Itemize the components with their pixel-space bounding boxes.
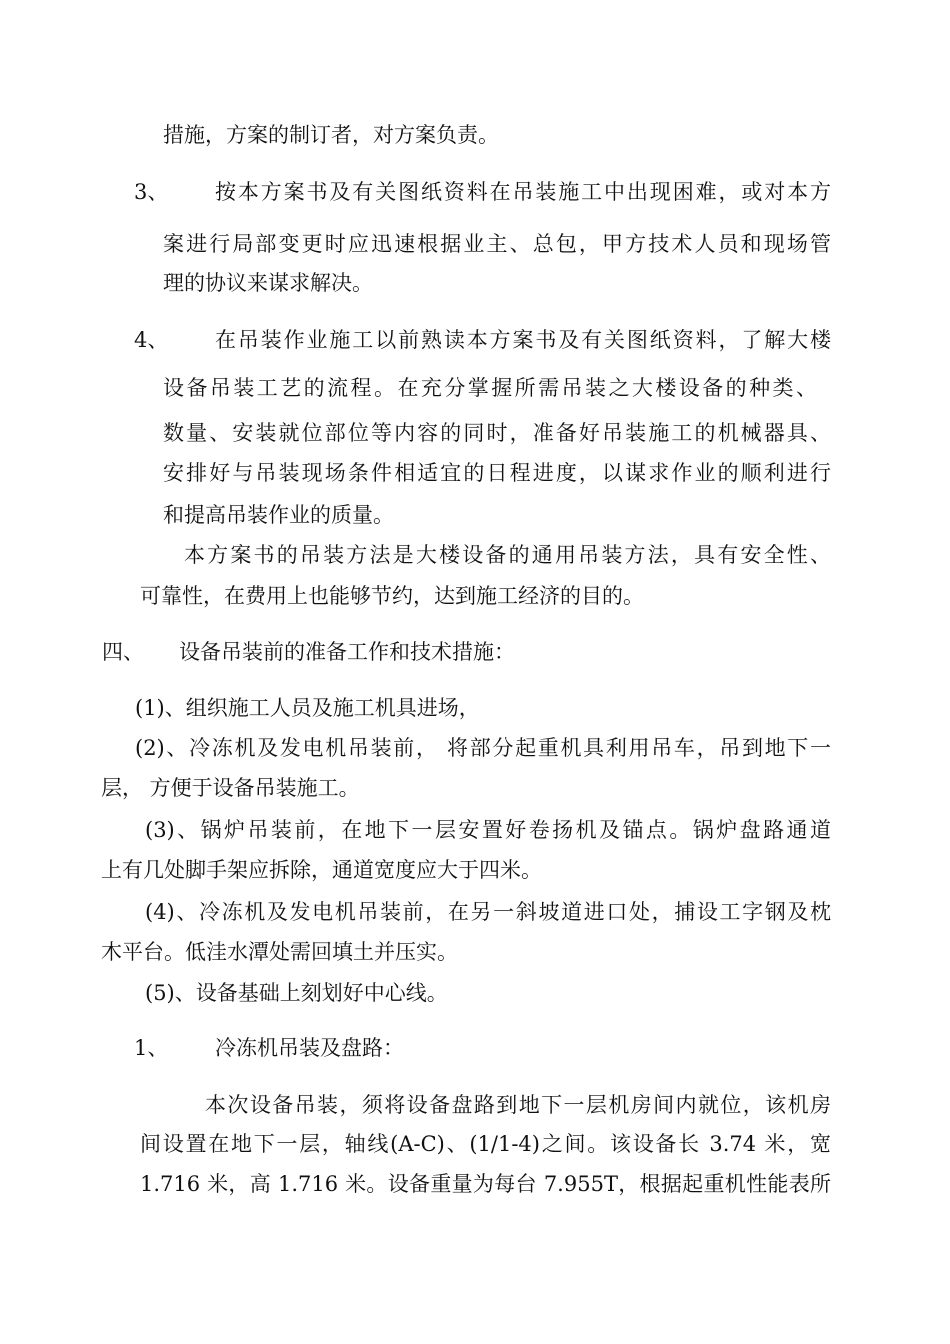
text-line: 安排好与吊装现场条件相适宜的日程进度，以谋求作业的顺利进行 bbox=[163, 461, 831, 485]
text-line: (4)、冷冻机及发电机吊装前，在另一斜坡道进口处，捕设工字钢及枕 bbox=[145, 900, 831, 924]
text-line: 数量、安装就位部位等内容的同时，准备好吊装施工的机械器具、 bbox=[163, 421, 831, 445]
text-line: 可靠性，在费用上也能够节约，达到施工经济的目的。 bbox=[140, 584, 644, 608]
text-line: 措施，方案的制订者，对方案负责。 bbox=[163, 123, 499, 147]
text-line: 1.716 米，高 1.716 米。设备重量为每台 7.955T，根据起重机性能表所 bbox=[140, 1172, 831, 1196]
text-line: 本次设备吊装，须将设备盘路到地下一层机房间内就位，该机房 bbox=[205, 1093, 831, 1117]
text-line: 设备吊装工艺的流程。在充分掌握所需吊装之大楼设备的种类、 bbox=[163, 376, 817, 400]
text-line: 理的协议来谋求解决。 bbox=[163, 271, 373, 295]
section-marker: 四、 bbox=[102, 640, 144, 664]
text-line: 在吊装作业施工以前熟读本方案书及有关图纸资料，了解大楼 bbox=[215, 328, 831, 352]
text-line: (3)、锅炉吊装前，在地下一层安置好卷扬机及锚点。锅炉盘路通道 bbox=[145, 818, 831, 842]
text-line: 案进行局部变更时应迅速根据业主、总包，甲方技术人员和现场管 bbox=[163, 232, 831, 256]
text-line: 按本方案书及有关图纸资料在吊装施工中出现困难，或对本方 bbox=[215, 180, 831, 204]
list-marker-3: 3、 bbox=[134, 180, 169, 204]
text-line: 本方案书的吊装方法是大楼设备的通用吊装方法，具有安全性、 bbox=[184, 543, 831, 567]
text-line: (2)、冷冻机及发电机吊装前， 将部分起重机具利用吊车，吊到地下一 bbox=[135, 736, 831, 760]
text-line: 木平台。低洼水潭处需回填土并压实。 bbox=[101, 940, 458, 964]
text-line: (5)、设备基础上刻划好中心线。 bbox=[145, 981, 448, 1005]
text-line: 和提高吊装作业的质量。 bbox=[163, 503, 394, 527]
list-marker-4: 4、 bbox=[134, 328, 169, 352]
subsection-heading: 冷冻机吊装及盘路： bbox=[215, 1036, 404, 1060]
text-line: 间设置在地下一层，轴线(A-C)、(1/1-4)之间。该设备长 3.74 米，宽 bbox=[140, 1132, 831, 1156]
text-line: (1)、组织施工人员及施工机具进场， bbox=[135, 696, 480, 720]
text-line: 层， 方便于设备吊装施工。 bbox=[101, 776, 360, 800]
text-line: 上有几处脚手架应拆除，通道宽度应大于四米。 bbox=[101, 858, 542, 882]
subsection-marker: 1、 bbox=[134, 1036, 169, 1060]
section-heading: 设备吊装前的准备工作和技术措施： bbox=[179, 640, 515, 664]
